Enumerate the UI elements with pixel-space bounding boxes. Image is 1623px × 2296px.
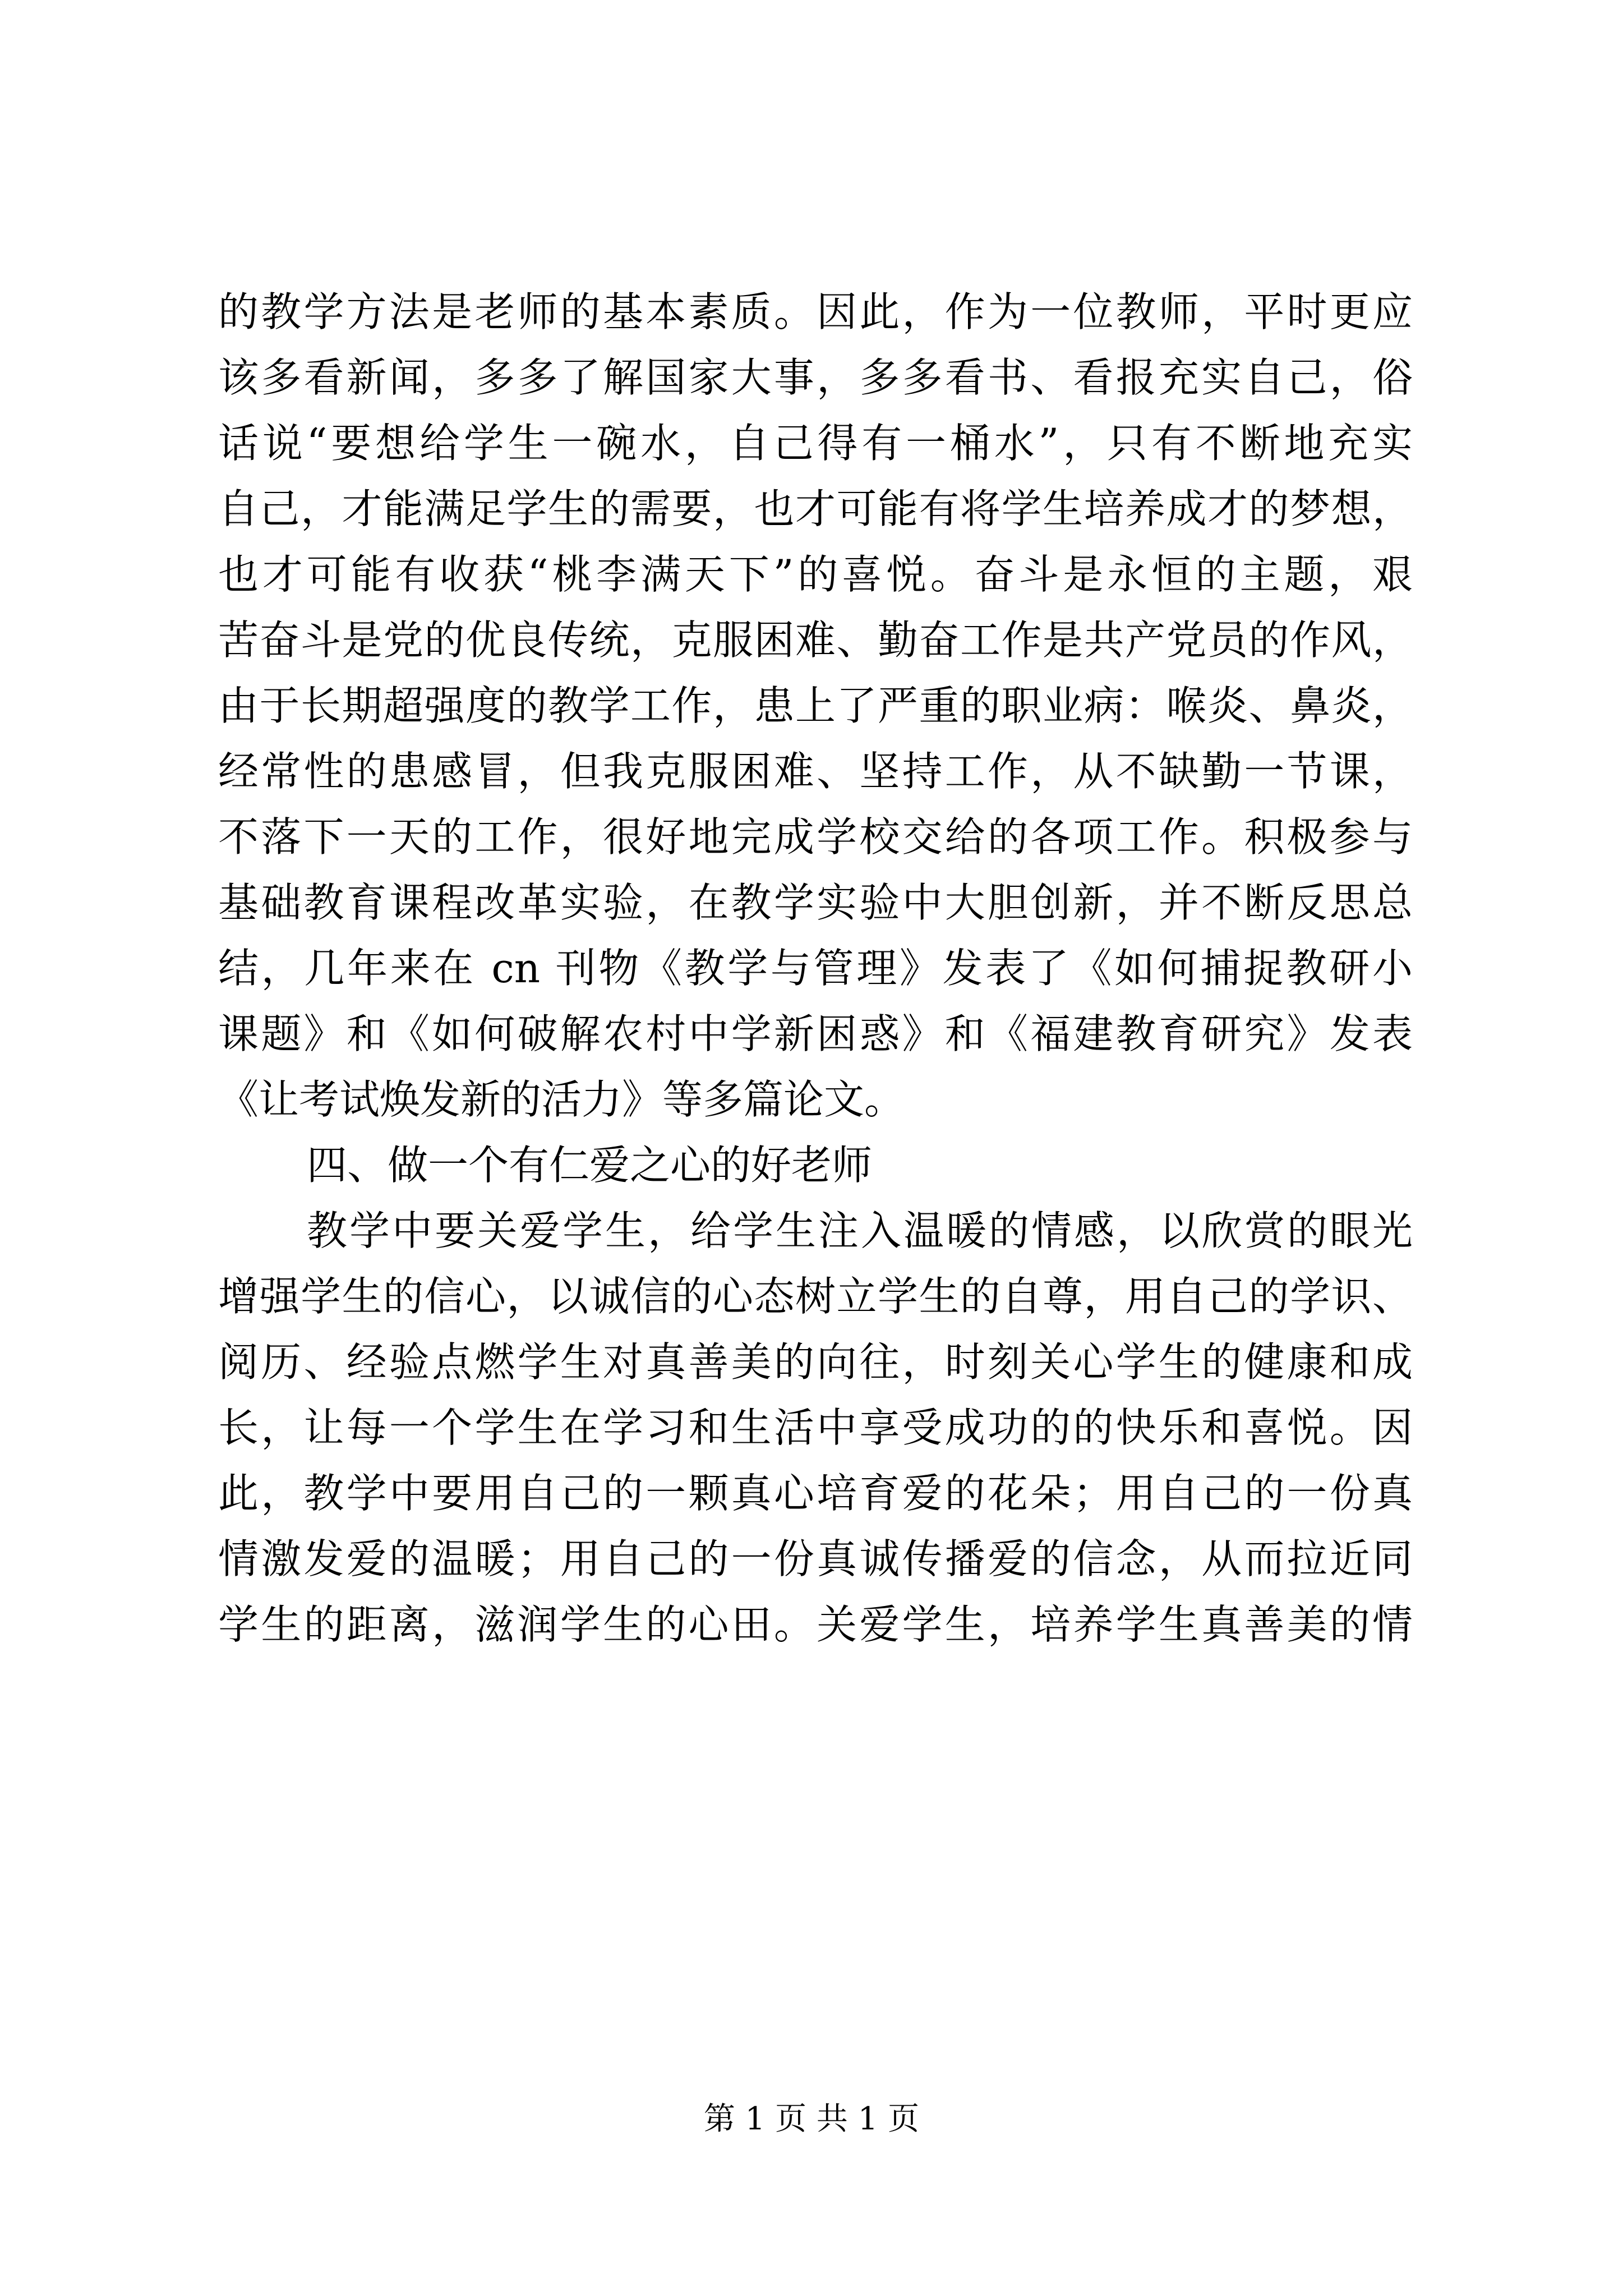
document-line: 的教学方法是老师的基本素质。因此，作为一位教师，平时更应 [218,288,1413,335]
document-line: 该多看新闻，多多了解国家大事，多多看书、看报充实自己，俗 [218,354,1413,401]
document-line: 结，几年来在 cn 刊物《教学与管理》发表了《如何捕捉教研小 [218,945,1413,992]
document-line: 不落下一天的工作，很好地完成学校交给的各项工作。积极参与 [218,813,1413,861]
document-line: 学生的距离，滋润学生的心田。关爱学生，培养学生真善美的情 [218,1601,1413,1648]
document-line: 课题》和《如何破解农村中学新困惑》和《福建教育研究》发表 [218,1010,1413,1057]
document-line: 由于长期超强度的教学工作，患上了严重的职业病：喉炎、鼻炎， [218,682,1413,729]
page-footer: 第 1 页 共 1 页 [703,2101,920,2137]
document-line: 话说“要想给学生一碗水，自己得有一桶水”，只有不断地充实 [218,420,1413,467]
document-line: 此，教学中要用自己的一颗真心培育爱的花朵；用自己的一份真 [218,1470,1413,1517]
document-line: 基础教育课程改革实验，在教学实验中大胆创新，并不断反思总 [218,879,1413,926]
document-line: 也才可能有收获“桃李满天下”的喜悦。奋斗是永恒的主题，艰 [218,551,1413,598]
document-line: 情激发爱的温暖；用自己的一份真诚传播爱的信念，从而拉近同 [218,1535,1413,1582]
document-line: 苦奋斗是党的优良传统，克服困难、勤奋工作是共产党员的作风， [218,616,1413,664]
document-line: 经常性的患感冒，但我克服困难、坚持工作，从不缺勤一节课， [218,748,1413,795]
document-line: 增强学生的信心，以诚信的心态树立学生的自尊，用自己的学识、 [218,1273,1413,1320]
document-line: 长，让每一个学生在学习和生活中享受成功的的快乐和喜悦。因 [218,1404,1413,1451]
document-line: 自己，才能满足学生的需要，也才可能有将学生培养成才的梦想， [218,485,1413,532]
document-line: 《让考试焕发新的活力》等多篇论文。 [218,1076,905,1123]
document-line: 教学中要关爱学生，给学生注入温暖的情感，以欣赏的眼光 [307,1207,1413,1254]
document-body [218,279,1413,1658]
document-line: 阅历、经验点燃学生对真善美的向往，时刻关心学生的健康和成 [218,1338,1413,1386]
document-line: 四、做一个有仁爱之心的好老师 [307,1142,873,1189]
